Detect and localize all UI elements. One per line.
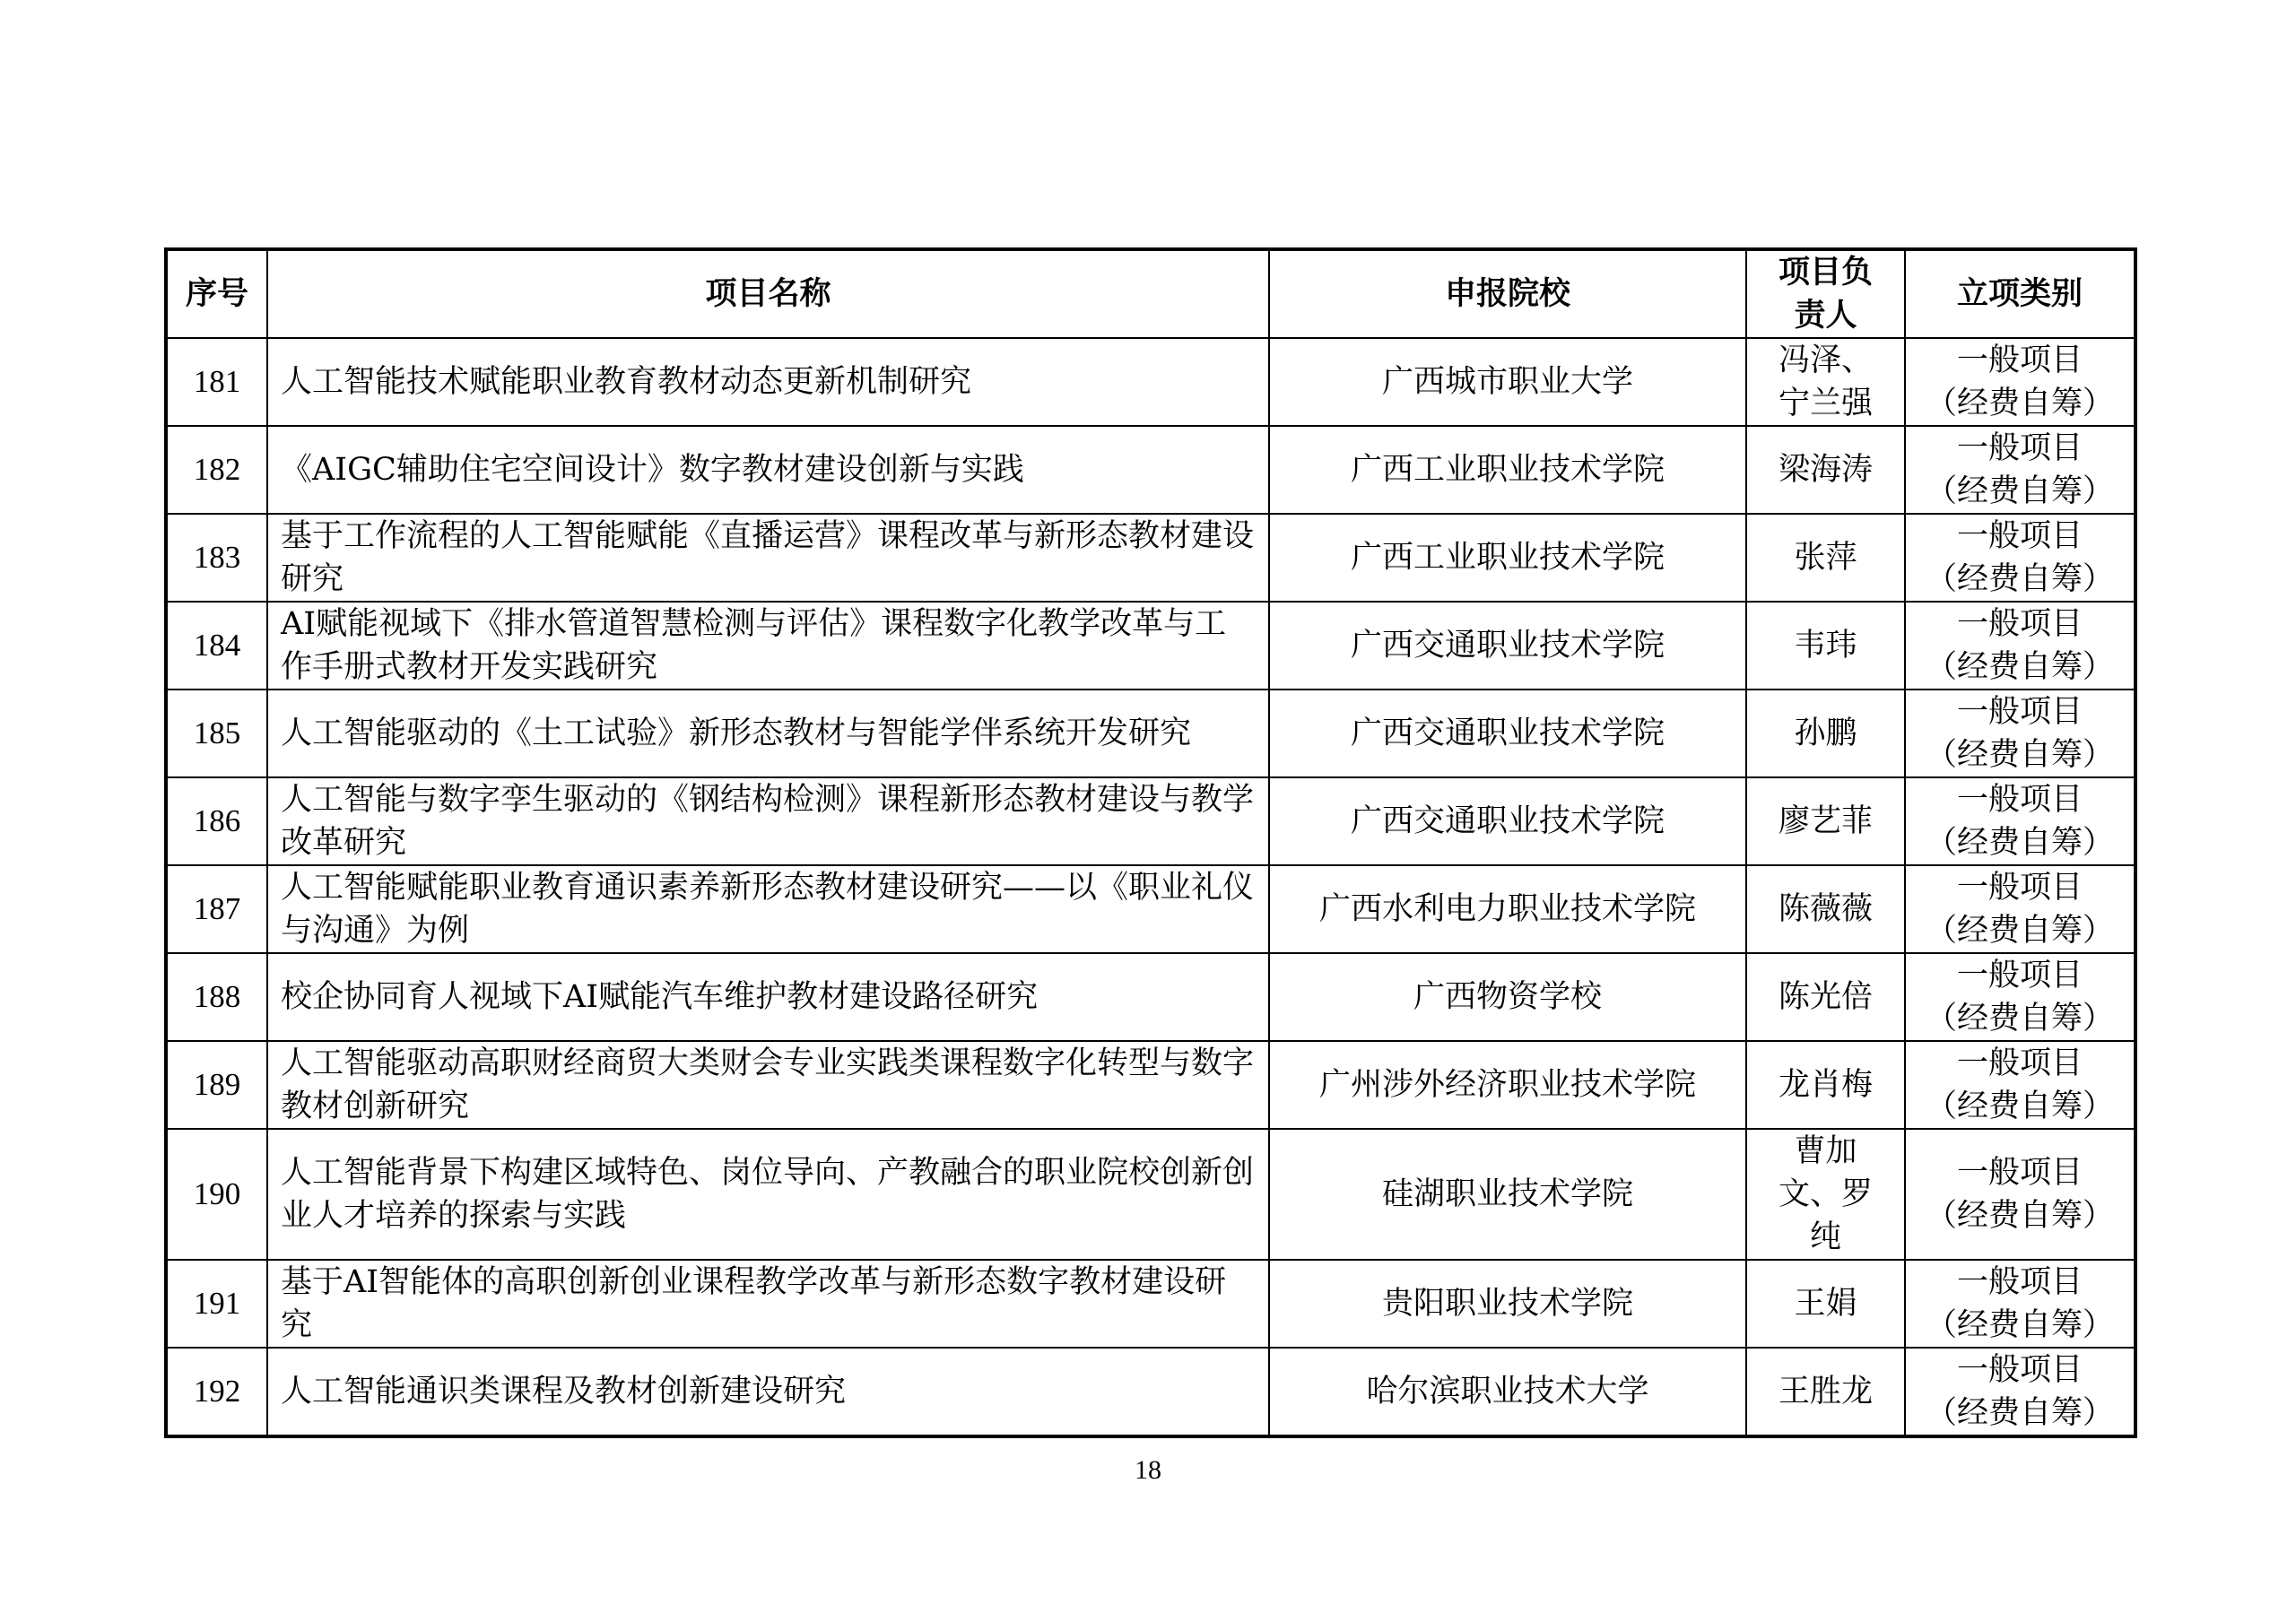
project-name: 人工智能赋能职业教育通识素养新形态教材建设研究——以《职业礼仪与沟通》为例 [267, 865, 1269, 953]
project-type-line2: （经费自筹） [1925, 1089, 2114, 1124]
project-type [1905, 1129, 2135, 1260]
row-number: 191 [166, 1260, 267, 1348]
project-name: 人工智能通识类课程及教材创新建设研究 [267, 1348, 1269, 1436]
project-type-line1: 一般项目 [1956, 694, 2083, 730]
row-number: 184 [166, 602, 267, 690]
project-type-line1: 一般项目 [1956, 782, 2083, 818]
project-name: 人工智能背景下构建区域特色、岗位导向、产教融合的职业院校创新创业人才培养的探索与实践 [267, 1129, 1269, 1260]
header-no: 序号 [166, 249, 267, 338]
project-type-line1: 一般项目 [1956, 1155, 2083, 1191]
row-number: 185 [166, 690, 267, 777]
header-leader: 项目负责人 [1746, 249, 1905, 338]
project-type-line1: 一般项目 [1956, 870, 2083, 906]
project-type-line2: （经费自筹） [1925, 561, 2114, 597]
project-leader: 陈薇薇 [1746, 865, 1905, 953]
project-leader: 韦玮 [1746, 602, 1905, 690]
project-name: 基于工作流程的人工智能赋能《直播运营》课程改革与新形态教材建设研究 [267, 514, 1269, 602]
project-type-line1: 一般项目 [1956, 1264, 2083, 1300]
school-name: 广西工业职业技术学院 [1269, 514, 1746, 602]
project-type [1905, 777, 2135, 865]
school-name: 广西水利电力职业技术学院 [1269, 865, 1746, 953]
project-type [1905, 953, 2135, 1041]
project-leader: 梁海涛 [1746, 426, 1905, 514]
school-name: 硅湖职业技术学院 [1269, 1129, 1746, 1260]
school-name: 广西交通职业技术学院 [1269, 602, 1746, 690]
table-row [166, 338, 2135, 426]
project-type-line2: （经费自筹） [1925, 473, 2114, 509]
header-name: 项目名称 [267, 249, 1269, 338]
project-type-line2: （经费自筹） [1925, 737, 2114, 773]
project-type-line2: （经费自筹） [1925, 913, 2114, 949]
table-row [166, 690, 2135, 777]
project-type-line2: （经费自筹） [1925, 1395, 2114, 1431]
table-row [166, 953, 2135, 1041]
project-type-line2: （经费自筹） [1925, 1307, 2114, 1343]
table-row [166, 1129, 2135, 1260]
project-leader: 陈光倍 [1746, 953, 1905, 1041]
project-type [1905, 1348, 2135, 1436]
project-name: AI赋能视域下《排水管道智慧检测与评估》课程数字化教学改革与工作手册式教材开发实践研究 [267, 602, 1269, 690]
table-row [166, 514, 2135, 602]
school-name: 广州涉外经济职业技术学院 [1269, 1041, 1746, 1129]
project-type [1905, 865, 2135, 953]
table-row [166, 1348, 2135, 1436]
project-type-line1: 一般项目 [1956, 343, 2083, 378]
project-name: 人工智能驱动的《土工试验》新形态教材与智能学伴系统开发研究 [267, 690, 1269, 777]
row-number: 183 [166, 514, 267, 602]
project-type-line1: 一般项目 [1956, 1352, 2083, 1388]
school-name: 广西物资学校 [1269, 953, 1746, 1041]
project-name: 人工智能技术赋能职业教育教材动态更新机制研究 [267, 338, 1269, 426]
row-number: 186 [166, 777, 267, 865]
project-type [1905, 338, 2135, 426]
project-type-line2: （经费自筹） [1925, 649, 2114, 685]
project-leader: 王娟 [1746, 1260, 1905, 1348]
project-type [1905, 426, 2135, 514]
row-number: 182 [166, 426, 267, 514]
table-row [166, 865, 2135, 953]
project-type-line2: （经费自筹） [1925, 825, 2114, 861]
row-number: 192 [166, 1348, 267, 1436]
header-type: 立项类别 [1905, 249, 2135, 338]
page-number: 18 [1135, 1455, 1161, 1485]
project-leader: 孙鹏 [1746, 690, 1905, 777]
school-name: 广西工业职业技术学院 [1269, 426, 1746, 514]
table-row [166, 777, 2135, 865]
project-leader: 冯泽、宁兰强 [1746, 338, 1905, 426]
project-table [164, 247, 2137, 1438]
project-type-line1: 一般项目 [1956, 1045, 2083, 1081]
table-row [166, 1260, 2135, 1348]
project-type-line2: （经费自筹） [1925, 1198, 2114, 1234]
project-type-line2: （经费自筹） [1925, 1001, 2114, 1037]
row-number: 181 [166, 338, 267, 426]
project-type [1905, 1260, 2135, 1348]
project-leader: 张萍 [1746, 514, 1905, 602]
project-name: 《AIGC辅助住宅空间设计》数字教材建设创新与实践 [267, 426, 1269, 514]
table-row [166, 1041, 2135, 1129]
project-leader: 廖艺菲 [1746, 777, 1905, 865]
school-name: 哈尔滨职业技术大学 [1269, 1348, 1746, 1436]
project-name: 人工智能与数字孪生驱动的《钢结构检测》课程新形态教材建设与教学改革研究 [267, 777, 1269, 865]
table-row [166, 602, 2135, 690]
project-type [1905, 690, 2135, 777]
school-name: 广西交通职业技术学院 [1269, 690, 1746, 777]
project-type [1905, 602, 2135, 690]
row-number: 189 [166, 1041, 267, 1129]
table-body [166, 338, 2135, 1436]
project-type-line1: 一般项目 [1956, 958, 2083, 993]
project-leader: 王胜龙 [1746, 1348, 1905, 1436]
project-name: 校企协同育人视域下AI赋能汽车维护教材建设路径研究 [267, 953, 1269, 1041]
row-number: 187 [166, 865, 267, 953]
project-leader: 曹加文、罗纯 [1746, 1129, 1905, 1260]
project-type [1905, 1041, 2135, 1129]
school-name: 贵阳职业技术学院 [1269, 1260, 1746, 1348]
project-leader: 龙肖梅 [1746, 1041, 1905, 1129]
project-type-line1: 一般项目 [1956, 606, 2083, 642]
project-name: 基于AI智能体的高职创新创业课程教学改革与新形态数字教材建设研究 [267, 1260, 1269, 1348]
project-type-line1: 一般项目 [1956, 430, 2083, 466]
table-header-row [166, 249, 2135, 338]
project-type-line1: 一般项目 [1956, 518, 2083, 554]
row-number: 190 [166, 1129, 267, 1260]
project-type-line2: （经费自筹） [1925, 386, 2114, 421]
header-school: 申报院校 [1269, 249, 1746, 338]
project-name: 人工智能驱动高职财经商贸大类财会专业实践类课程数字化转型与数字教材创新研究 [267, 1041, 1269, 1129]
school-name: 广西城市职业大学 [1269, 338, 1746, 426]
row-number: 188 [166, 953, 267, 1041]
table-row [166, 426, 2135, 514]
school-name: 广西交通职业技术学院 [1269, 777, 1746, 865]
project-type [1905, 514, 2135, 602]
